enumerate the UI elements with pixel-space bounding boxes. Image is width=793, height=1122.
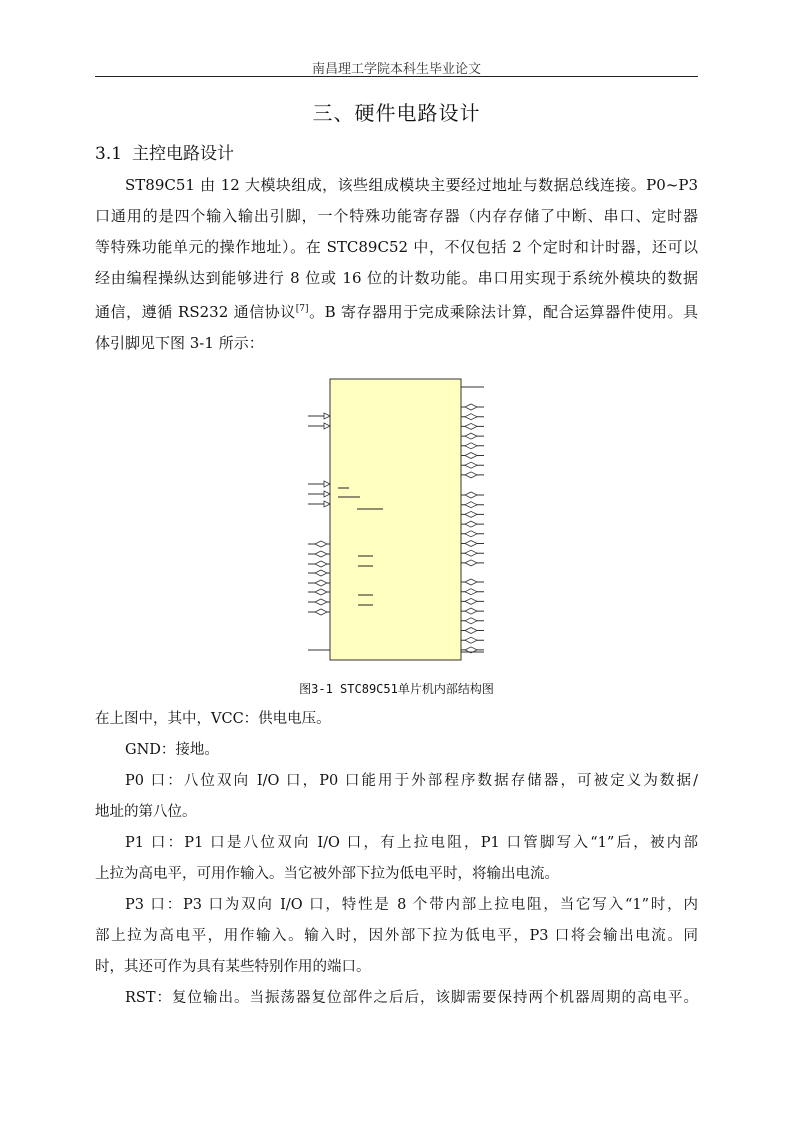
pin-description <box>95 704 698 1014</box>
section-title: 主控电路设计 <box>132 144 235 164</box>
intro-line: ST89C51 由 12 大模块组成，该些组成模块主要经过地址与数据总线连接。P0~P3 <box>125 176 698 194</box>
pin-arrow <box>465 521 477 527</box>
pin-arrow <box>465 453 477 459</box>
body-line: 在上图中，其中，VCC：供电电压。 <box>95 711 331 727</box>
pin-arrow <box>465 472 477 478</box>
pin-arrow <box>465 502 477 508</box>
right-pins <box>461 387 484 653</box>
chip-svg <box>300 370 500 665</box>
pin-arrow <box>315 580 327 586</box>
pin-arrow <box>324 481 330 487</box>
pin-arrow <box>315 589 327 595</box>
running-header: 南昌理工学院本科生毕业论文 <box>311 62 481 77</box>
pin-arrow <box>465 628 477 634</box>
left-pins <box>308 413 330 650</box>
pin-arrow <box>465 423 477 429</box>
pin-arrow <box>465 608 477 614</box>
section-number: 3.1 <box>95 144 123 164</box>
intro-line: 口通用的是四个输入输出引脚，一个特殊功能寄存器（内存存储了中断、串口、定时器 <box>95 207 698 225</box>
pin-arrow <box>315 561 327 567</box>
pin-arrow <box>465 433 477 439</box>
intro-line: 经由编程操纵达到能够进行 8 位或 16 位的计数功能。串口用实现于系统外模块的数据 <box>95 269 698 287</box>
pin-arrow <box>465 541 477 547</box>
pin-arrow <box>315 570 327 576</box>
pin-arrow <box>465 550 477 556</box>
body-line: 部上拉为高电平，用作输入。输入时，因外部下拉为低电平，P3 口将会输出电流。同 <box>95 928 698 944</box>
pin-arrow <box>465 598 477 604</box>
body-line: 上拉为高电平，可用作输入。当它被外部下拉为低电平时，将输出电流。 <box>95 866 559 882</box>
body-line: P3 口：P3 口为双向 I/O 口，特性是 8 个带内部上拉电阻，当它写入“1”时，内 <box>125 897 698 913</box>
pin-arrow <box>324 413 330 419</box>
intro-line: 等特殊功能单元的操作地址）。在 STC89C52 中，不仅包括 2 个定时和计时器，还可以 <box>95 238 698 256</box>
intro-line: 体引脚见下图 3-1 所示： <box>95 334 264 352</box>
body-line: GND：接地。 <box>125 742 219 758</box>
body-line: 时，其还可作为具有某些特别作用的端口。 <box>95 959 371 975</box>
pin-arrow <box>315 551 327 557</box>
pin-arrow <box>315 609 327 615</box>
pin-arrow <box>465 511 477 517</box>
header-rule <box>95 76 698 77</box>
pin-arrow <box>465 560 477 566</box>
pin-arrow <box>465 589 477 595</box>
pin-arrow <box>324 501 330 507</box>
intro-text: 通信，遵循 RS232 通信协议 <box>95 303 296 321</box>
pin-arrow <box>465 462 477 468</box>
pin-arrow <box>324 491 330 497</box>
citation-ref[interactable]: [7] <box>295 304 309 314</box>
pin-arrow <box>315 599 327 605</box>
pin-arrow <box>324 423 330 429</box>
pin-arrow <box>465 618 477 624</box>
pin-arrow <box>465 579 477 585</box>
intro-paragraph <box>95 170 698 359</box>
pin-arrow <box>465 404 477 410</box>
pin-arrow <box>465 443 477 449</box>
intro-line <box>95 294 698 328</box>
pin-arrow <box>465 531 477 537</box>
pin-arrow <box>465 414 477 420</box>
pin-arrow <box>465 492 477 498</box>
chip-diagram <box>300 370 500 665</box>
body-line: 地址的第八位。 <box>95 804 197 820</box>
pin-arrow <box>465 637 477 643</box>
body-line: P1 口：P1 口是八位双向 I/O 口，有上拉电阻，P1 口管脚写入“1”后，被内部 <box>125 835 698 851</box>
body-line: P0 口：八位双向 I/O 口，P0 口能用于外部程序数据存储器，可被定义为数据/ <box>125 773 698 789</box>
body-line: RST：复位输出。当振荡器复位部件之后后，该脚需要保持两个机器周期的高电平。 <box>125 990 698 1006</box>
pin-arrow <box>315 541 327 547</box>
chip-body <box>330 379 461 660</box>
chapter-title: 三、硬件电路设计 <box>312 101 481 125</box>
figure-caption: 图3-1 STC89C51单片机内部结构图 <box>299 682 494 696</box>
intro-text: 。B 寄存器用于完成乘除法计算，配合运算器件使用。具 <box>308 303 698 321</box>
section-heading <box>95 139 234 164</box>
